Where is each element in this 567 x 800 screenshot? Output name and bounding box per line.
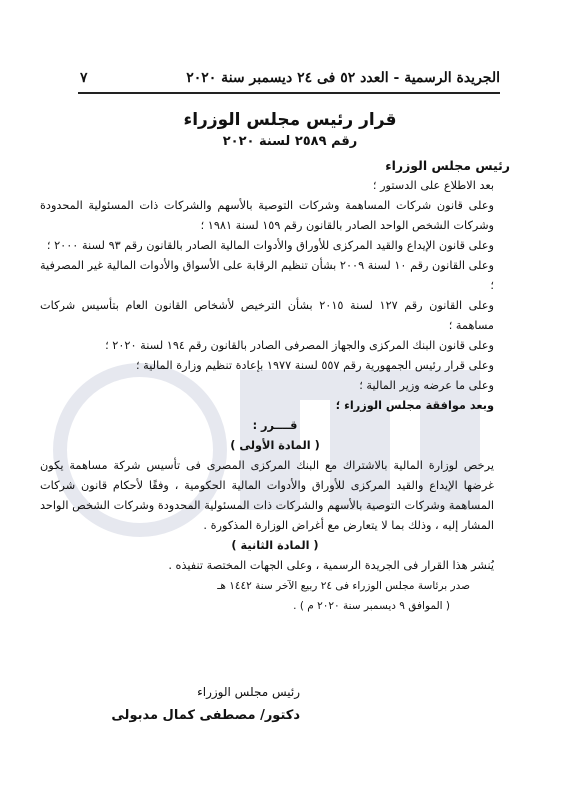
article-1-title: ( المادة الأولى ) [230, 439, 320, 452]
preamble-line: وعلى القانون رقم ١٠ لسنة ٢٠٠٩ بشأن تنظيم الرقابة على الأسواق والأدوات المالية غير المصرفية ؛ [40, 259, 494, 292]
page-number: ٧ [80, 70, 88, 86]
header-divider [78, 92, 500, 94]
header-text: الجريدة الرسمية - العدد ٥٢ فى ٢٤ ديسمبر سنة ٢٠٢٠ [186, 70, 500, 86]
issued-line: صدر برئاسة مجلس الوزراء فى ٢٤ ربيع الآخر سنة ١٤٤٢ هـ [217, 580, 470, 592]
signature-title: رئيس مجلس الوزراء [197, 685, 300, 699]
decree-number: رقم ٢٥٨٩ لسنة ٢٠٢٠ [222, 134, 358, 149]
decided-heading: قــــرر : [252, 419, 298, 432]
preamble-line: وعلى ما عرضه وزير المالية ؛ [359, 379, 494, 392]
preamble-line: بعد الاطلاع على الدستور ؛ [372, 179, 494, 192]
article-1-text: يرخص لوزارة المالية بالاشتراك مع البنك المركزى المصرى فى تأسيس شركة مساهمة يكون غرضها الإيداع والقيد المركزى للأوراق والأدوات المالية الحكومية ، وفقًا لأحكام قانون شركات المساهمة وشركات التوصية بالأسهم والشركات ذات المسئولية المحدودة وشركات الشخص الواحد المشار إليه ، وذلك بما لا يتعارض مع أغراض الوزارة المذكورة . [40, 459, 494, 532]
preamble-line: وبعد موافقة مجلس الوزراء ؛ [335, 399, 494, 412]
corresponding-date: ( الموافق ٩ ديسمبر سنة ٢٠٢٠ م ) . [293, 600, 450, 612]
preamble-line: وعلى قرار رئيس الجمهورية رقم ٥٥٧ لسنة ١٩٧٧ بإعادة تنظيم وزارة المالية ؛ [136, 359, 494, 372]
decree-title: قرار رئيس مجلس الوزراء [183, 110, 397, 130]
article-2-title: ( المادة الثانية ) [231, 539, 319, 552]
preamble-line: وعلى قانون الإيداع والقيد المركزى للأوراق والأدوات المالية الصادر بالقانون رقم ٩٣ لسنة ٢٠٠٠ ؛ [46, 239, 494, 252]
signature-name: دكتور/ مصطفى كمال مدبولى [111, 708, 300, 723]
preamble-line: وعلى القانون رقم ١٢٧ لسنة ٢٠١٥ بشأن الترخيص لأشخاص القانون العام بتأسيس شركات مساهمة ؛ [40, 299, 494, 332]
decree-body [40, 156, 510, 616]
article-2-text: يُنشر هذا القرار فى الجريدة الرسمية ، وعلى الجهات المختصة تنفيذه . [168, 559, 494, 572]
preamble-line: وعلى قانون البنك المركزى والجهاز المصرفى الصادر بالقانون رقم ١٩٤ لسنة ٢٠٢٠ ؛ [105, 339, 494, 352]
preamble-line: وعلى قانون شركات المساهمة وشركات التوصية بالأسهم والشركات ذات المسئولية المحدودة وشركات الشخص الواحد الصادر بالقانون رقم ١٥٩ لسنة ١٩٨١ ؛ [40, 199, 494, 232]
page-header [80, 66, 500, 90]
issuer-role: رئيس مجلس الوزراء [385, 158, 510, 173]
